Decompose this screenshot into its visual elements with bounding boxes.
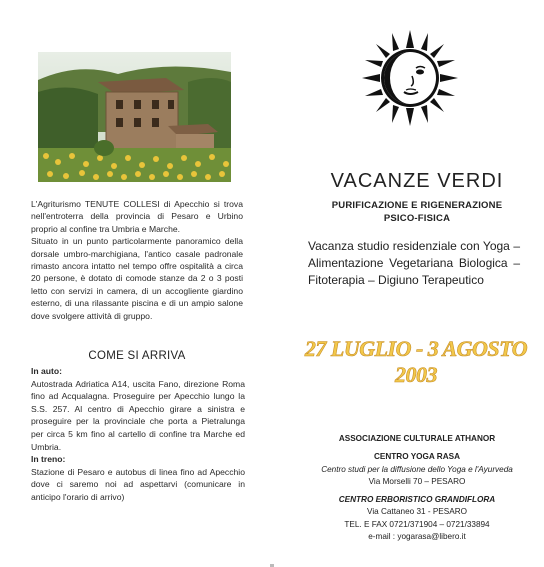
intro-paragraph-2: Situato in un punto particolarmente panoramico della dorsale umbro-marchigiana, l'antico casale padronale rimasto ancora intatto nel tempo offre ospitalità a circa 20 persone, è dotato di comode stanze da 2 o 3 posti letto con servizi in camera, di un accogliente giardino esterno, di una rilassante piscina e di un ampio salone dove svolgere attività di gruppo. — [31, 236, 243, 321]
event-dates: 27 LUGLIO - 3 AGOSTO 2003 — [304, 336, 528, 387]
sun-face-icon — [362, 30, 458, 126]
yoga-centre-description: Centro studi per la diffusione dello Yoga e l'Ayurveda — [321, 464, 513, 474]
by-train-heading: In treno: — [31, 454, 66, 465]
intro-text — [31, 198, 243, 322]
program-description: Vacanza studio residenziale con Yoga – Alimentazione Vegetariana Biologica – Fitoterapia – Digiuno Terapeutico — [308, 239, 520, 287]
subtitle-line-2: PSICO-FISICA — [383, 213, 451, 224]
herbal-centre-name: CENTRO ERBORISTICO GRANDIFLORA — [338, 495, 496, 505]
yoga-centre-name: CENTRO YOGA RASA — [374, 452, 460, 462]
email-address: e-mail : yogarasa@libero.it — [368, 532, 466, 542]
intro-paragraph-1: L'Agriturismo TENUTE COLLESI di Apecchio si trova nell'entroterra della provincia di Pesaro e Urbino proprio al confine tra Umbria e Marche. — [31, 199, 243, 234]
farmhouse-photo — [38, 52, 231, 182]
by-car-heading: In auto: — [31, 366, 63, 376]
by-train-text: Stazione di Pesaro e autobus di linea fino ad Apecchio dove ci saremo noi ad aspettarvi (comunicare in anticipo l'orario di arrivo) — [31, 466, 245, 502]
phone-fax: TEL. E FAX 0721/371904 – 0721/33894 — [344, 519, 490, 529]
directions — [31, 365, 245, 504]
yoga-centre-address: Via Morselli 70 – PESARO — [368, 476, 466, 486]
by-car-text: Autostrada Adriatica A14, uscita Fano, direzione Roma fino ad Acqualagna. Proseguire per Apecchio lungo la S.S. 257. Al centro di Apecchio girare a sinistra e proseguire per la provinciale che porta a Pietralunga per circa 5 km fino al cartello di confine tra Marche ed Umbria. — [31, 378, 245, 452]
page-title: VACANZE VERDI — [330, 170, 504, 192]
how-to-arrive-heading: COME SI ARRIVA — [88, 350, 186, 362]
association-name: ASSOCIAZIONE CULTURALE ATHANOR — [338, 434, 496, 443]
contacts-block — [292, 433, 542, 543]
subtitle-line-1: PURIFICAZIONE E RIGENERAZIONE — [331, 200, 503, 211]
herbal-centre-address: Via Cattaneo 31 - PESARO — [367, 507, 467, 517]
subtitle — [302, 199, 532, 225]
